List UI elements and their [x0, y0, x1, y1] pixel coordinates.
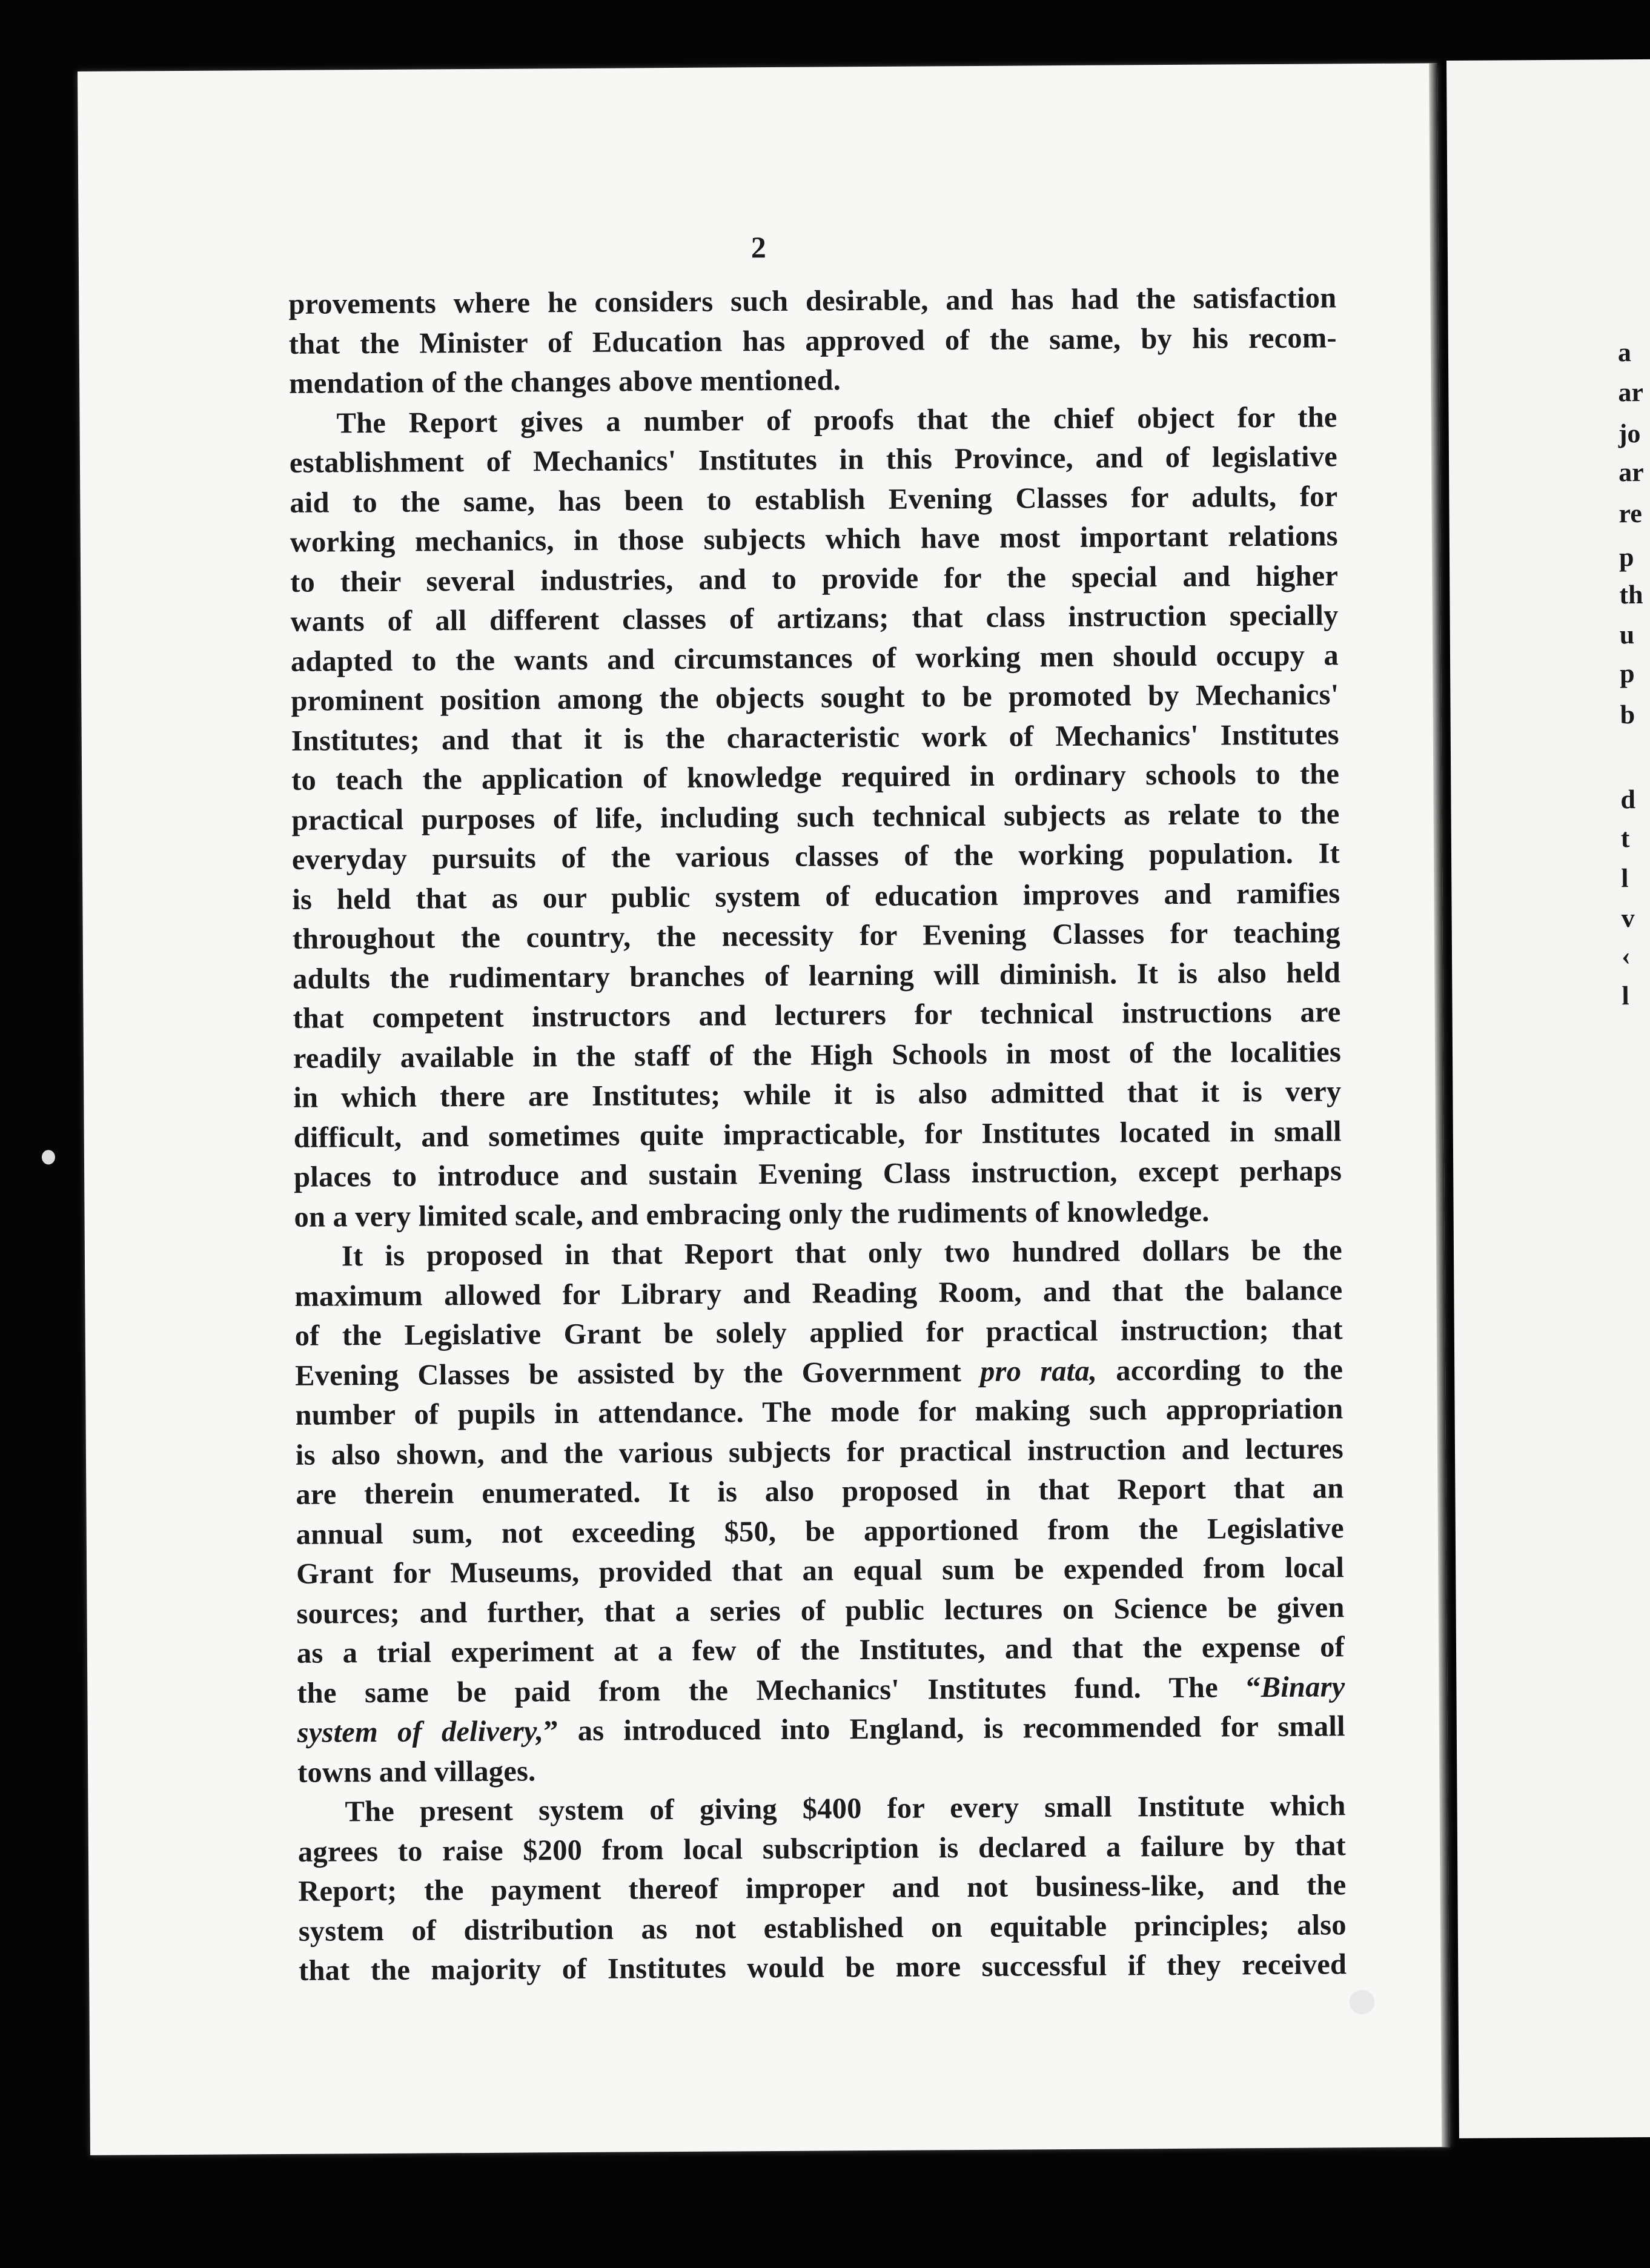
adjacent-text-fragment: l	[1622, 981, 1629, 1011]
text-line: aid to the same, has been to establish Evening Classes for adults, for	[290, 480, 1338, 519]
text-line: of the Legislative Grant be solely applied for practical instruction; that	[294, 1313, 1343, 1352]
adjacent-text-fragment: re	[1619, 499, 1642, 529]
text-line: The present system of giving $400 for every small Institute which	[345, 1789, 1346, 1828]
text-line: everyday pursuits of the various classes of the working population. It	[291, 837, 1340, 876]
text-line: adults the rudimentary branches of learning will diminish. It is also held	[292, 956, 1341, 995]
scan-speck	[1349, 1990, 1374, 2014]
text-run: ” as introduced into England, is recommended for small	[543, 1710, 1345, 1748]
text-line: that the majority of Institutes would be more successful if they received	[298, 1948, 1347, 1987]
text-line: readily available in the staff of the High Schools in most of the localities	[293, 1035, 1342, 1075]
adjacent-text-fragment: t	[1620, 823, 1630, 854]
adjacent-page-text-fragments	[1446, 59, 1650, 1011]
adjacent-text-fragment: ar	[1619, 457, 1644, 488]
adjacent-text-fragment: u	[1619, 620, 1635, 650]
text-line: adapted to the wants and circumstances of working men should occupy a	[290, 638, 1339, 678]
text-run: according to the	[1097, 1353, 1344, 1387]
text-line: difficult, and sometimes quite impracticable, for Institutes located in small	[293, 1115, 1342, 1154]
adjacent-text-fragment: d	[1620, 784, 1636, 815]
adjacent-text-fragment: p	[1619, 542, 1634, 572]
text-run: Evening Classes be assisted by the Government	[294, 1355, 981, 1392]
adjacent-text-fragment: a	[1617, 337, 1632, 368]
text-line: sources; and further, that a series of public lectures on Science be given	[296, 1591, 1345, 1630]
text-line: practical purposes of life, including such technical subjects as relate to the	[291, 797, 1340, 837]
text-line: agrees to raise $200 from local subscription is declared a failure by that	[297, 1829, 1347, 1868]
book-page	[78, 63, 1450, 2155]
text-line: system of distribution as not established on equitable principles; also	[298, 1908, 1347, 1948]
page-body-text	[288, 278, 1347, 1991]
text-run: the same be paid from the Mechanics' Institutes fund. The “	[297, 1671, 1261, 1709]
text-line: Grant for Museums, provided that an equal sum be expended from local	[296, 1551, 1345, 1590]
text-line: places to introduce and sustain Evening Class instruction, except perhaps	[293, 1155, 1342, 1193]
text-line: to teach the application of knowledge required in ordinary schools to the	[291, 758, 1340, 797]
text-line: in which there are Institutes; while it is also admitted that it is very	[293, 1075, 1342, 1114]
scan-speck	[42, 1150, 55, 1164]
text-line: towns and villages.	[297, 1754, 536, 1789]
adjacent-page-edge	[1446, 59, 1650, 2138]
text-line: mendation of the changes above mentioned.	[288, 364, 841, 400]
text-line: to their several industries, and to provide for the special and higher	[290, 559, 1339, 598]
italic-text: system of delivery,	[297, 1715, 544, 1749]
adjacent-text-fragment: th	[1619, 580, 1643, 610]
page-number: 2	[750, 230, 766, 265]
text-line: is also shown, and the various subjects for practical instruction and lectures	[295, 1432, 1344, 1471]
text-line	[297, 1667, 1345, 1713]
text-line: Institutes; and that it is the characteristic work of Mechanics' Institutes	[291, 718, 1339, 757]
text-line: throughout the country, the necessity for Evening Classes for teaching	[292, 917, 1340, 955]
text-line	[295, 1350, 1343, 1396]
italic-text: Binary	[1261, 1670, 1345, 1703]
text-line: maximum allowed for Library and Reading Room, and that the balance	[294, 1273, 1343, 1313]
text-line	[297, 1706, 1345, 1752]
text-line: as a trial experiment at a few of the Institutes, and that the expense of	[296, 1631, 1345, 1669]
italic-text: pro rata,	[979, 1354, 1098, 1388]
text-line: wants of all different classes of artizans; that class instruction specially	[290, 599, 1339, 638]
text-line: prominent position among the objects sought to be promoted by Mechanics'	[291, 678, 1339, 717]
text-line: establishment of Mechanics' Institutes in this Province, and of legislative	[289, 440, 1338, 479]
text-line: The Report gives a number of proofs that the chief object for the	[336, 400, 1337, 439]
text-line: It is proposed in that Report that only two hundred dollars be the	[341, 1234, 1343, 1273]
text-line: Report; the payment thereof improper and not business-like, and the	[298, 1869, 1347, 1908]
text-line: annual sum, not exceeding $50, be apportioned from the Legislative	[296, 1511, 1344, 1551]
text-line: number of pupils in attendance. The mode for making such appropriation	[295, 1393, 1344, 1431]
adjacent-text-fragment: ‹	[1621, 941, 1631, 971]
text-line: that the Minister of Education has approved of the same, by his recom-	[288, 321, 1337, 360]
adjacent-text-fragment: v	[1621, 903, 1635, 933]
adjacent-text-fragment: jo	[1618, 419, 1641, 449]
text-line: are therein enumerated. It is also proposed in that Report that an	[296, 1472, 1344, 1511]
text-line: that competent instructors and lecturers for technical instructions are	[293, 996, 1341, 1035]
text-line: working mechanics, in those subjects which have most important relations	[290, 520, 1338, 559]
text-line: on a very limited scale, and embracing only the rudiments of knowledge.	[294, 1195, 1210, 1233]
adjacent-text-fragment: b	[1620, 700, 1635, 730]
adjacent-text-fragment: p	[1620, 658, 1635, 689]
adjacent-text-fragment: l	[1621, 863, 1629, 894]
text-line: is held that as our public system of education improves and ramifies	[292, 877, 1340, 916]
text-line: provements where he considers such desirable, and has had the satisfaction	[288, 282, 1337, 320]
adjacent-text-fragment: ar	[1618, 377, 1644, 408]
